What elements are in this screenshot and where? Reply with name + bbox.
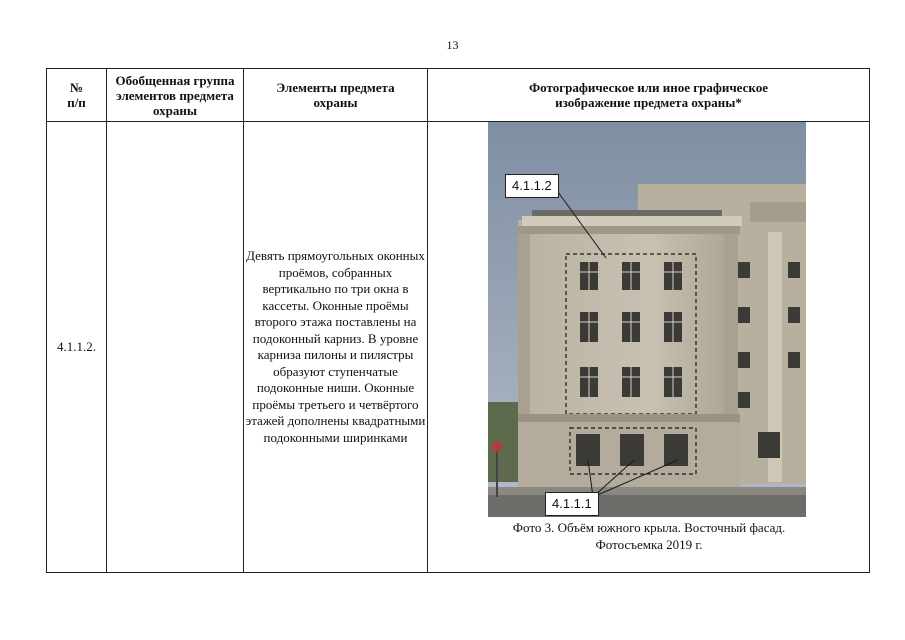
page-number: 13 [446,38,459,52]
protection-table [46,68,870,573]
callout-label-top: 4.1.1.2 [505,174,559,198]
caption-line-2: Фотосъемка 2019 г. [595,537,703,552]
caption-line-1: Фото 3. Объём южного крыла. Восточный фасад. [512,520,786,535]
header-group: Обобщенная группа элементов предмета охраны [107,69,244,122]
callout-label-bottom: 4.1.1.1 [545,492,599,516]
header-num: № п/п [47,69,107,122]
table-header-row [47,69,870,122]
row-group [107,122,244,573]
row-photo-cell [428,122,870,573]
table-row [47,122,870,573]
row-elements-description: Девять прямоугольных оконных проёмов, собранных вертикально по три окна в кассеты. Оконные проёмы второго этажа поставлены на подоконный карниз. В уровне карниза пилоны и пилястры образуют ступенчатые подоконные ниши. Оконные проёмы третьего и четвёртого этажей дополнены квадратными подоконными ширинками [244,122,428,573]
header-image: Фотографическое или иное графическое изображение предмета охраны* [428,69,870,122]
photo-caption [428,519,870,553]
row-number: 4.1.1.2. [47,122,107,573]
header-elements: Элементы предмета охраны [244,69,428,122]
